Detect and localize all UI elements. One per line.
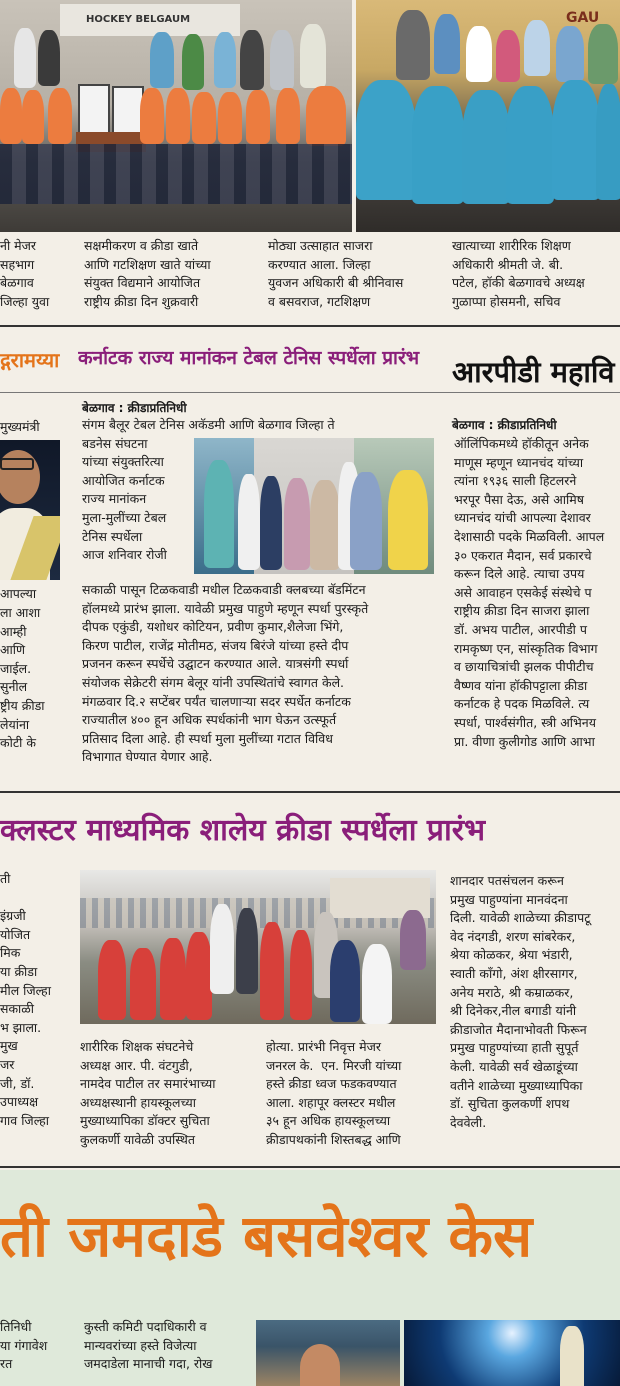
boys-team-photo xyxy=(356,0,620,232)
wrestling-photo xyxy=(256,1320,400,1386)
cluster-headline: क्लस्टर माध्यमिक शालेय क्रीडा स्पर्धेला प्रारंभ xyxy=(0,813,486,848)
cluster-col-a: शारीरिक शिक्षक संघटनेचे अध्यक्ष आर. पी. वंटगुडी, नामदेव पाटील तर समारंभाच्या अध्यक्षस्थानी हायस्कूलच्या मुख्याध्यापिका डॉक्टर सुचिता कुलकर्णी यावेळी उपस्थित xyxy=(80,1039,216,1147)
divider xyxy=(0,325,620,327)
band1-col4: खात्याच्या शारीरिक शिक्षण अधिकारी श्रीमती जे. बी. पटेल, हॉकी बेळगावचे अध्यक्ष गुळाप्पा होसमनी, सचिव xyxy=(452,238,585,309)
cluster-col-b: होत्या. प्रारंभी निवृत्त मेजर जनरल के. एन. मिरजी यांच्या हस्ते क्रीडा ध्वज फडकवण्यात आला. शहापूर क्लस्टर मधील ३५ हून अधिक हायस्कूलच्या क्रीडापथकांनी शिस्तबद्ध आणि xyxy=(266,1039,402,1147)
right-dateline: बेळगाव : क्रीडाप्रतिनिधी xyxy=(452,418,557,432)
left-headline: द्गरामय्या xyxy=(0,348,60,372)
tt-article-top: संगम बैलूर टेबल टेनिस अकॅडमी आणि बेळगाव जिल्हा ते बडनेस संघटना यांच्या संयुक्तरित्या आयोजित कर्नाटक राज्य मानांकन मुला-मुलींच्या टेबल टेनिस स्पर्धेला आज शनिवार रोजी xyxy=(82,417,335,563)
inauguration-group-photo xyxy=(194,438,434,574)
tt-article-bottom: सकाळी पासून टिळकवाडी मधील टिळकवाडी क्लबच्या बॅडमिंटन हॉलमध्ये प्रारंभ झाला. यावेळी प्रमुख पाहुणे म्हणून स्पर्धा पुरस्कृते दीपक एकुंडी, यशोधर कोटियन, प्रवीण कुमार,शैलेजा भिंगे, किरण पाटील, राजेंद्र मोतीमठ, संजय बिरंजे यांच्या हस्ते दीप प्रजनन करून स्पर्धेचे उद्घाटन करण्यात आले. यात्रसंगी स्पर्धा संयोजक सेक्रेटरी संगम बेलूर यांनी उपस्थितांचे स्वागत केले. मंगळवार दि.२ सप्टेंबर पर्यंत चालणाऱ्या सदर स्पर्धेत कर्नाटक राज्यातील ४०० हून अधिक स्पर्धकांनी भाग घेऊन उत्स्फूर्त प्रतिसाद दिला आहे. ही स्पर्धा मुला मुलींच्या गटात विविध विभागात घेण्यात येणार आहे. xyxy=(82,582,369,765)
girls-team-photo xyxy=(0,0,352,232)
cluster-sports-photo xyxy=(80,870,436,1024)
divider xyxy=(0,791,620,793)
divider xyxy=(0,1166,620,1168)
cluster-right-col: शानदार पतसंचलन करून प्रमुख पाहुण्यांना मानवंदना दिली. यावेळी शाळेच्या क्रीडापटू वेद नंदगडी, शरण सांबरेकर, श्रेया कोळकर, श्रेया भंडारी, स्वाती कॉंगो, अंश क्षीरसागर, अनेय मराठे, श्री कम्राळकर, श्री दिनेकर,नील बगाडी यांनी क्रीडाजोत मैदानाभोवती फिरून प्रमुख पाहुण्यांच्या हाती सुपूर्त केली. यावेळी सर्व खेळाडूंच्या वतीने शाळेच्या मुख्याध्यापिका डॉ. सुचिता कुलकर्णी शपथ देववेली. xyxy=(450,873,591,1130)
rpd-article: ऑलिंपिकमध्ये हॉकीतून अनेक माणूस म्हणून ध्यानचंद यांच्या त्यांना १९३६ साली हिटलरने भरपूर पैसा देऊ, असे आमिष ध्यानचंद यांची आपल्या देशावर देशासाठी पदके मिळविली. आपल ३० एकरात मैदान, सर्व प्रकारचे करून दिले आहे. त्याचा उपय असे आवाहन एसकेई संस्थेचे प राष्ट्रीय क्रीडा दिन साजरा झाला डॉ. अभय पाटील, आरपीडी प रामकृष्ण एन, सांस्कृतिक विभाग व छायाचित्रांची झलक पीपीटीच वैष्णव यांना हॉकीपट्टाला क्रीडा कर्नाटक हे पदक मिळविले. त्य स्पर्धा, पार्श्वसंगीत, स्त्री अभिनय प्रा. वीणा कुलीगोड आणि आभा xyxy=(454,436,605,749)
band1-col3: मोठ्या उत्साहात साजरा करण्यात आला. जिल्हा युवजन अधिकारी बी श्रीनिवास व बसवराज, गटशिक्षण xyxy=(268,238,404,309)
stage-event-photo xyxy=(404,1320,620,1386)
right-headline: आरपीडी महावि xyxy=(452,355,615,389)
left-partial-column: मुख्यमंत्री आपल्या ला आशा आम्ही आणि जाईल. सुनील ष्ट्रीय क्रीडा लेयांना कोटी के xyxy=(0,419,45,751)
speaker-portrait xyxy=(0,440,60,580)
banner-text: HOCKEY BELGAUM xyxy=(86,14,191,25)
dateline: बेळगाव : क्रीडाप्रतिनिधी xyxy=(82,401,187,415)
band1-col2: सक्षमीकरण व क्रीडा खाते आणि गटशिक्षण खाते यांच्या संयुक्त विद्यमाने आयोजित राष्ट्रीय क्रीडा दिन शुक्रवारी xyxy=(84,238,211,309)
cluster-left-partial: ती इंग्रजी योजित मिक या क्रीडा मील जिल्हा सकाळी भ झाला. मुख जर जी, डॉ. उपाध्यक्ष गाव जिल्हा xyxy=(0,871,51,1128)
band1-col1: नी मेजर सहभाग बेळगाव जिल्हा युवा xyxy=(0,238,50,309)
banner-text: GAU xyxy=(566,10,600,26)
table-tennis-headline: कर्नाटक राज्य मानांकन टेबल टेनिस स्पर्धेला प्रारंभ xyxy=(78,347,420,369)
band4-mid-col: कुस्ती कमिटी पदाधिकारी व मान्यवरांच्या हस्ते विजेत्या जमदाडेला मानाची गदा, रोख xyxy=(84,1319,213,1372)
band4-left-partial: तिनिधी या गंगावेश रत xyxy=(0,1319,48,1372)
jamdade-headline: ती जमदाडे बसवेश्वर केस xyxy=(0,1202,533,1270)
